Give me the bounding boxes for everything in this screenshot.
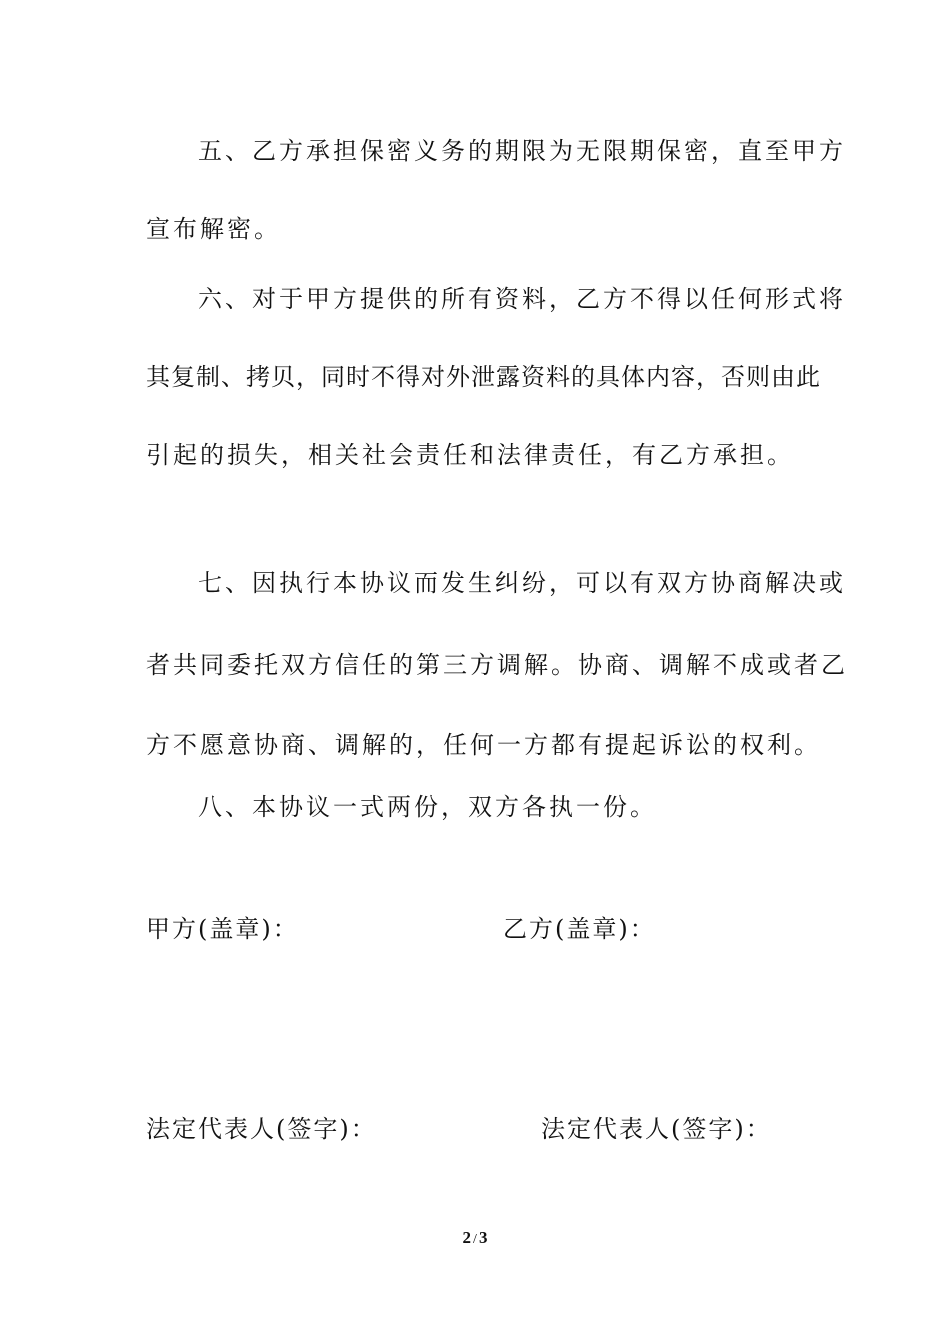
clause-6-line-1: 六、对于甲方提供的所有资料，乙方不得以任何形式将	[198, 285, 846, 313]
party-a-seal-label: 甲方(盖章)：	[146, 915, 299, 943]
current-page: 2	[462, 1228, 472, 1247]
clause-6-line-2: 其复制、拷贝，同时不得对外泄露资料的具体内容，否则由此	[146, 363, 821, 391]
page-number	[0, 1226, 950, 1252]
clause-5-line-1: 五、乙方承担保密义务的期限为无限期保密，直至甲方	[198, 137, 846, 165]
clause-5-line-2: 宣布解密。	[146, 215, 281, 243]
page-separator: /	[473, 1232, 477, 1247]
clause-7-line-2: 者共同委托双方信任的第三方调解。协商、调解不成或者乙	[146, 651, 848, 679]
party-a-representative-label: 法定代表人(签字)：	[146, 1115, 377, 1143]
clause-6-line-3: 引起的损失，相关社会责任和法律责任，有乙方承担。	[146, 441, 794, 469]
clause-7-line-1: 七、因执行本协议而发生纠纷，可以有双方协商解决或	[198, 569, 846, 597]
party-b-representative-label: 法定代表人(签字)：	[541, 1115, 772, 1143]
clause-8-line-1: 八、本协议一式两份，双方各执一份。	[198, 793, 657, 821]
clause-7-line-3: 方不愿意协商、调解的，任何一方都有提起诉讼的权利。	[146, 731, 821, 759]
party-b-seal-label: 乙方(盖章)：	[503, 915, 656, 943]
total-pages: 3	[478, 1228, 488, 1247]
